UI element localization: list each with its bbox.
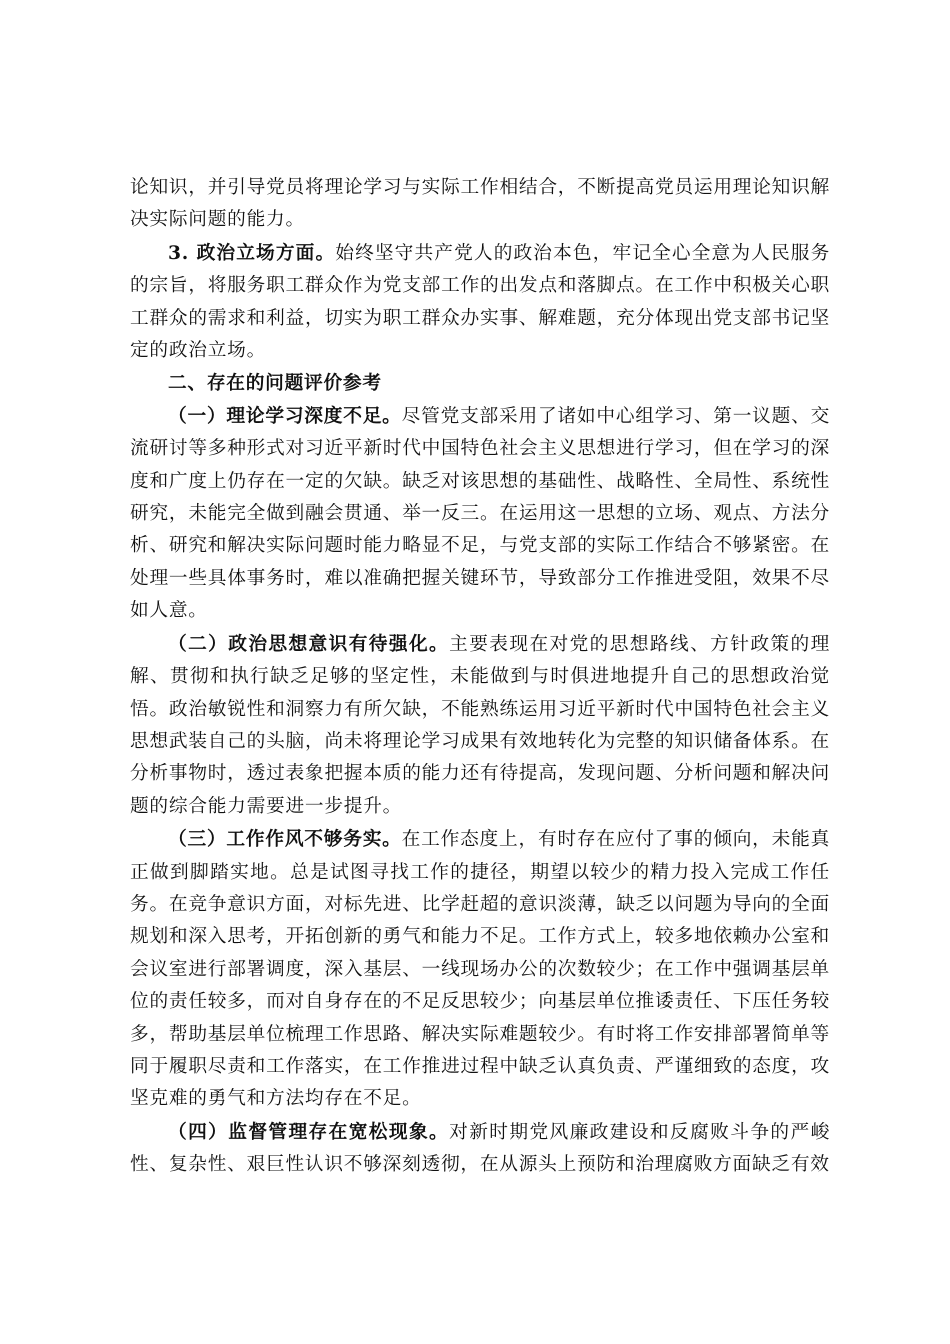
paragraph-work-style — [130, 823, 830, 1116]
paragraph-political-awareness — [130, 628, 830, 823]
paragraph-supervision — [130, 1116, 830, 1182]
paragraph-lead: （一）理论学习深度不足。 — [168, 404, 402, 427]
paragraph-text: 始终坚守共产党人的政治本色，牢记全心全意为人民服务的宗旨，将服务职工群众作为党支部工作的出发点和落脚点。在工作中积极关心职工群众的需求和利益，切实为职工群众办实事、解难题，充分体现出党支部书记坚定的政治立场。 — [130, 242, 831, 362]
paragraph-text: 主要表现在对党的思想路线、方针政策的理解、贯彻和执行缺乏足够的坚定性，未能做到与时俱进地提升自己的思想政治觉悟。政治敏锐性和洞察力有所欠缺，不能熟练运用习近平新时代中国特色社会主义思想武装自己的头脑，尚未将理论学习成果有效地转化为完整的知识储备体系。在分析事物时，透过表象把握本质的能力还有待提高，发现问题、分析问题和解决问题的综合能力需要进一步提升。 — [130, 633, 831, 817]
paragraph-text: 对新时期党风廉政建设和反腐败斗争的严峻性、复杂性、艰巨性认识不够深刻透彻，在从源头上预防和治理腐败方面缺乏有效 — [130, 1121, 831, 1176]
paragraph-text: 在工作态度上，有时存在应付了事的倾向，未能真正做到脚踏实地。总是试图寻找工作的捷径，期望以较少的精力投入完成工作任务。在竞争意识方面，对标先进、比学赶超的意识淡薄，缺乏以问题为导向的全面规划和深入思考，开拓创新的勇气和能力不足。工作方式上，较多地依赖办公室和会议室进行部署调度，深入基层、一线现场办公的次数较少；在工作中强调基层单位的责任较多，而对自身存在的不足反思较少；向基层单位推诿责任、下压任务较多，帮助基层单位梳理工作思路、解决实际难题较少。有时将工作安排部署简单等同于履职尽责和工作落实，在工作推进过程中缺乏认真负责、严谨细致的态度，攻坚克难的勇气和方法均存在不足。 — [130, 829, 831, 1110]
paragraph-lead: （四）监督管理存在宽松现象。 — [168, 1120, 450, 1143]
paragraph-lead: （三）工作作风不够务实。 — [168, 828, 402, 851]
paragraph-lead: （二）政治思想意识有待强化。 — [168, 632, 450, 655]
paragraph-political-stance — [130, 237, 830, 368]
document-body — [130, 172, 830, 1182]
paragraph-theory-study — [130, 400, 830, 628]
section-heading: 二、存在的问题评价参考 — [168, 372, 382, 395]
paragraph-lead: 3. 政治立场方面。 — [168, 241, 336, 264]
paragraph-text: 尽管党支部采用了诸如中心组学习、第一议题、交流研讨等多种形式对习近平新时代中国特色社会主义思想进行学习，但在学习的深度和广度上仍存在一定的欠缺。缺乏对该思想的基础性、战略性、全局性、系统性研究，未能完全做到融会贯通、举一反三。在运用这一思想的立场、观点、方法分析、研究和解决实际问题时能力略显不足，与党支部的实际工作结合不够紧密。在处理一些具体事务时，难以准确把握关键环节，导致部分工作推进受阻，效果不尽如人意。 — [130, 405, 831, 622]
paragraph-text: 论知识，并引导党员将理论学习与实际工作相结合，不断提高党员运用理论知识解决实际问题的能力。 — [130, 177, 830, 231]
paragraph-continuation — [130, 172, 830, 237]
